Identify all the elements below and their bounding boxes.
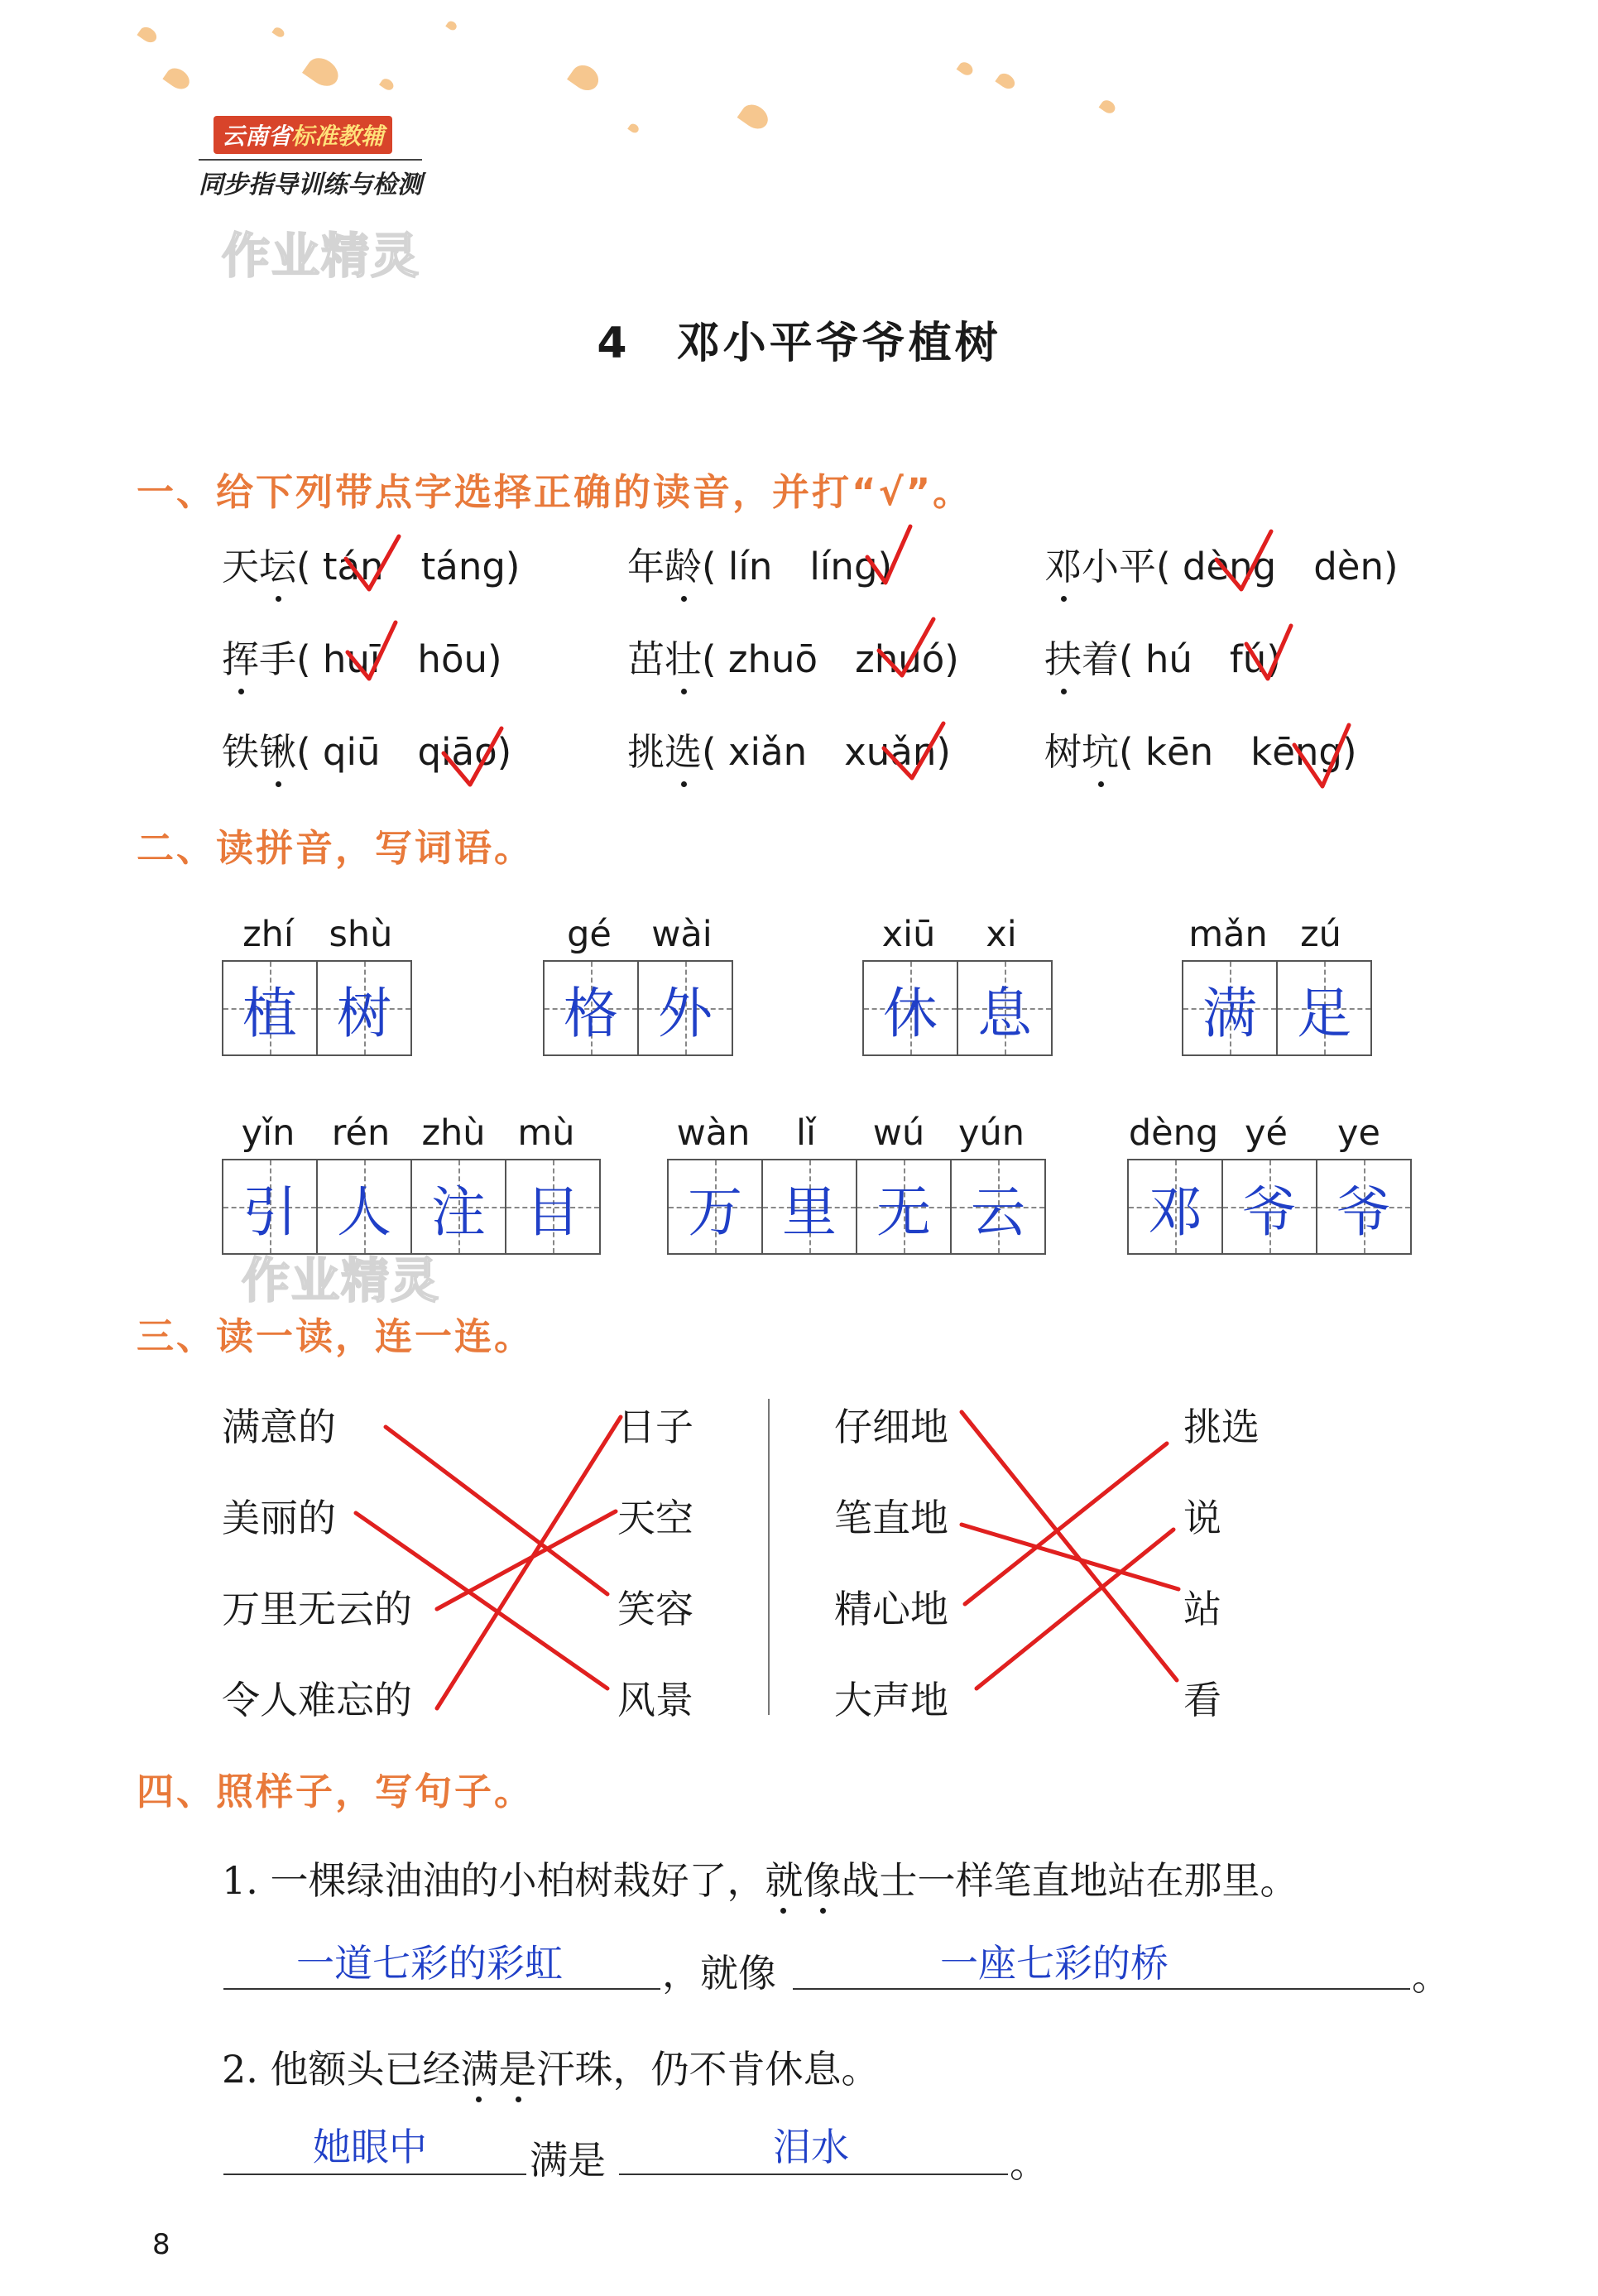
pinyin-item: 挑选( xiǎn xuǎn): [627, 722, 951, 776]
match-right-word: 看: [1183, 1678, 1221, 1722]
sentence-end: 。: [1010, 2141, 1048, 2186]
match-right-word: 风景: [617, 1678, 693, 1722]
pinyin-label: yé: [1245, 1112, 1288, 1154]
section-4-heading: 四、照样子，写句子。: [137, 1770, 535, 1813]
answer-blank: [223, 1988, 660, 1990]
char-cell: 满: [1182, 960, 1278, 1056]
brand-logo: [214, 116, 392, 154]
leaf-decoration: [1099, 98, 1118, 116]
char-cell: 邓: [1127, 1159, 1223, 1255]
char-cell: 云: [950, 1159, 1046, 1255]
match-right-word: 站: [1183, 1587, 1221, 1631]
pinyin-item: 茁壮( zhuō zhuó): [627, 629, 959, 683]
pinyin-label: yǐn: [241, 1112, 295, 1154]
handwritten-answer: 一道七彩的彩虹: [296, 1941, 563, 1986]
word-group: [543, 914, 733, 1056]
word-group: [222, 1112, 601, 1255]
dotted-keyword: 满是: [461, 2039, 537, 2094]
handwritten-answer: 她眼中: [313, 2125, 427, 2169]
example-sentence-2: 2. 他额头已经满是 汗珠，仍不肯休息。: [222, 2039, 880, 2094]
char-cell: 爷: [1316, 1159, 1412, 1255]
char-cell: 足: [1276, 960, 1372, 1056]
watermark: 作业精灵: [222, 228, 421, 284]
match-right-word: 笑容: [617, 1587, 693, 1631]
leaf-decoration: [137, 24, 159, 46]
match-right-word: 挑选: [1183, 1405, 1260, 1449]
example-sentence-1: 1. 一棵绿油油的小柏树栽好了，就像 战士一样笔直地站在那里。: [222, 1851, 1298, 1905]
match-left-word: 美丽的: [222, 1496, 336, 1540]
pinyin-item: 年龄( lín líng): [627, 536, 892, 590]
leaf-decoration: [302, 52, 343, 92]
leaf-decoration: [271, 26, 286, 39]
leaf-decoration: [995, 70, 1017, 92]
sentence-connector: 满是: [530, 2138, 606, 2183]
dotted-keyword: 就像: [765, 1851, 842, 1905]
match-right-word: 日子: [617, 1405, 693, 1449]
match-line: [962, 1412, 1177, 1680]
char-cell: 万: [667, 1159, 763, 1255]
pinyin-label: wài: [651, 914, 713, 955]
char-cell: 注: [410, 1159, 506, 1255]
section-1-heading: 一、给下列带点字选择正确的读音，并打“√”。: [137, 470, 973, 514]
pinyin-item: 邓小平( dèng dèn): [1044, 536, 1399, 590]
word-group: [862, 914, 1053, 1056]
pinyin-item: 扶着( hú fú): [1044, 629, 1281, 683]
match-line: [962, 1525, 1178, 1589]
answer-blank: [619, 2174, 1008, 2175]
pinyin-label: lǐ: [796, 1112, 816, 1154]
pinyin-label: zú: [1300, 914, 1341, 955]
pinyin-label: mù: [517, 1112, 575, 1154]
match-line: [437, 1511, 616, 1609]
brand-subtitle: 同步指导训练与检测: [199, 159, 422, 200]
char-cell: 休: [862, 960, 958, 1056]
pinyin-label: wú: [872, 1112, 925, 1154]
match-left-word: 令人难忘的: [222, 1678, 412, 1722]
leaf-decoration: [567, 60, 603, 95]
char-cell: 树: [316, 960, 412, 1056]
pinyin-label: wàn: [676, 1112, 751, 1154]
pinyin-label: yún: [958, 1112, 1025, 1154]
leaf-decoration: [957, 60, 976, 78]
word-group: [667, 1112, 1046, 1255]
pinyin-label: xi: [986, 914, 1017, 955]
char-cell: 引: [222, 1159, 318, 1255]
pinyin-label: ye: [1337, 1112, 1380, 1154]
char-cell: 息: [957, 960, 1053, 1056]
match-left-word: 满意的: [222, 1405, 336, 1449]
pinyin-item: 挥手( huī hōu): [222, 629, 502, 683]
watermark: 作业精灵: [242, 1252, 441, 1309]
pinyin-item: 铁锹( qiū qiāo): [222, 722, 511, 776]
pinyin-item: 天坛( tán táng): [222, 536, 521, 590]
pinyin-label: gé: [567, 914, 612, 955]
match-left-word: 笔直地: [834, 1496, 948, 1540]
leaf-decoration: [737, 100, 773, 134]
handwritten-answer: 泪水: [773, 2125, 849, 2169]
section-3-heading: 三、读一读，连一连。: [137, 1314, 535, 1358]
leaf-decoration: [379, 76, 396, 92]
char-cell: 外: [637, 960, 733, 1056]
pinyin-label: shù: [329, 914, 393, 955]
sentence-end: 。: [1412, 1954, 1450, 1999]
match-line: [386, 1427, 607, 1594]
answer-blank: [793, 1988, 1410, 1990]
match-left-word: 精心地: [834, 1587, 948, 1631]
pinyin-label: zhù: [421, 1112, 486, 1154]
char-cell: 格: [543, 960, 639, 1056]
match-right-word: 天空: [617, 1496, 693, 1540]
pinyin-item: 树坑( kēn kēng): [1044, 722, 1357, 776]
char-cell: 目: [505, 1159, 601, 1255]
word-group: [1182, 914, 1372, 1056]
brand-province: 云南省: [222, 122, 292, 150]
char-cell: 无: [856, 1159, 952, 1255]
word-group: [222, 914, 412, 1056]
handwritten-answer: 一座七彩的桥: [940, 1941, 1169, 1986]
leaf-decoration: [162, 64, 193, 93]
pinyin-label: dèng: [1128, 1112, 1219, 1154]
page-number: 8: [152, 2228, 170, 2261]
word-group: [1127, 1112, 1412, 1255]
match-right-word: 说: [1183, 1496, 1221, 1540]
char-cell: 爷: [1221, 1159, 1317, 1255]
char-cell: 人: [316, 1159, 412, 1255]
match-left-word: 大声地: [834, 1678, 948, 1722]
match-left-word: 仔细地: [834, 1405, 948, 1449]
pinyin-label: zhí: [242, 914, 294, 955]
sentence-connector: ，就像: [662, 1951, 776, 1996]
leaf-decoration: [627, 122, 641, 134]
pinyin-label: rén: [331, 1112, 391, 1154]
match-left-word: 万里无云的: [222, 1587, 412, 1631]
pinyin-label: mǎn: [1188, 914, 1268, 955]
answer-blank: [223, 2174, 526, 2175]
match-line: [965, 1443, 1167, 1604]
leaf-decoration: [445, 19, 458, 31]
column-divider: [768, 1399, 770, 1715]
pinyin-label: xiū: [881, 914, 936, 955]
char-cell: 里: [761, 1159, 857, 1255]
brand-series: 标准教辅: [291, 122, 385, 150]
char-cell: 植: [222, 960, 318, 1056]
match-line: [437, 1417, 621, 1708]
lesson-title: 4 邓小平爷爷植树: [597, 319, 1001, 368]
match-line: [977, 1530, 1173, 1688]
section-2-heading: 二、读拼音，写词语。: [137, 826, 535, 870]
